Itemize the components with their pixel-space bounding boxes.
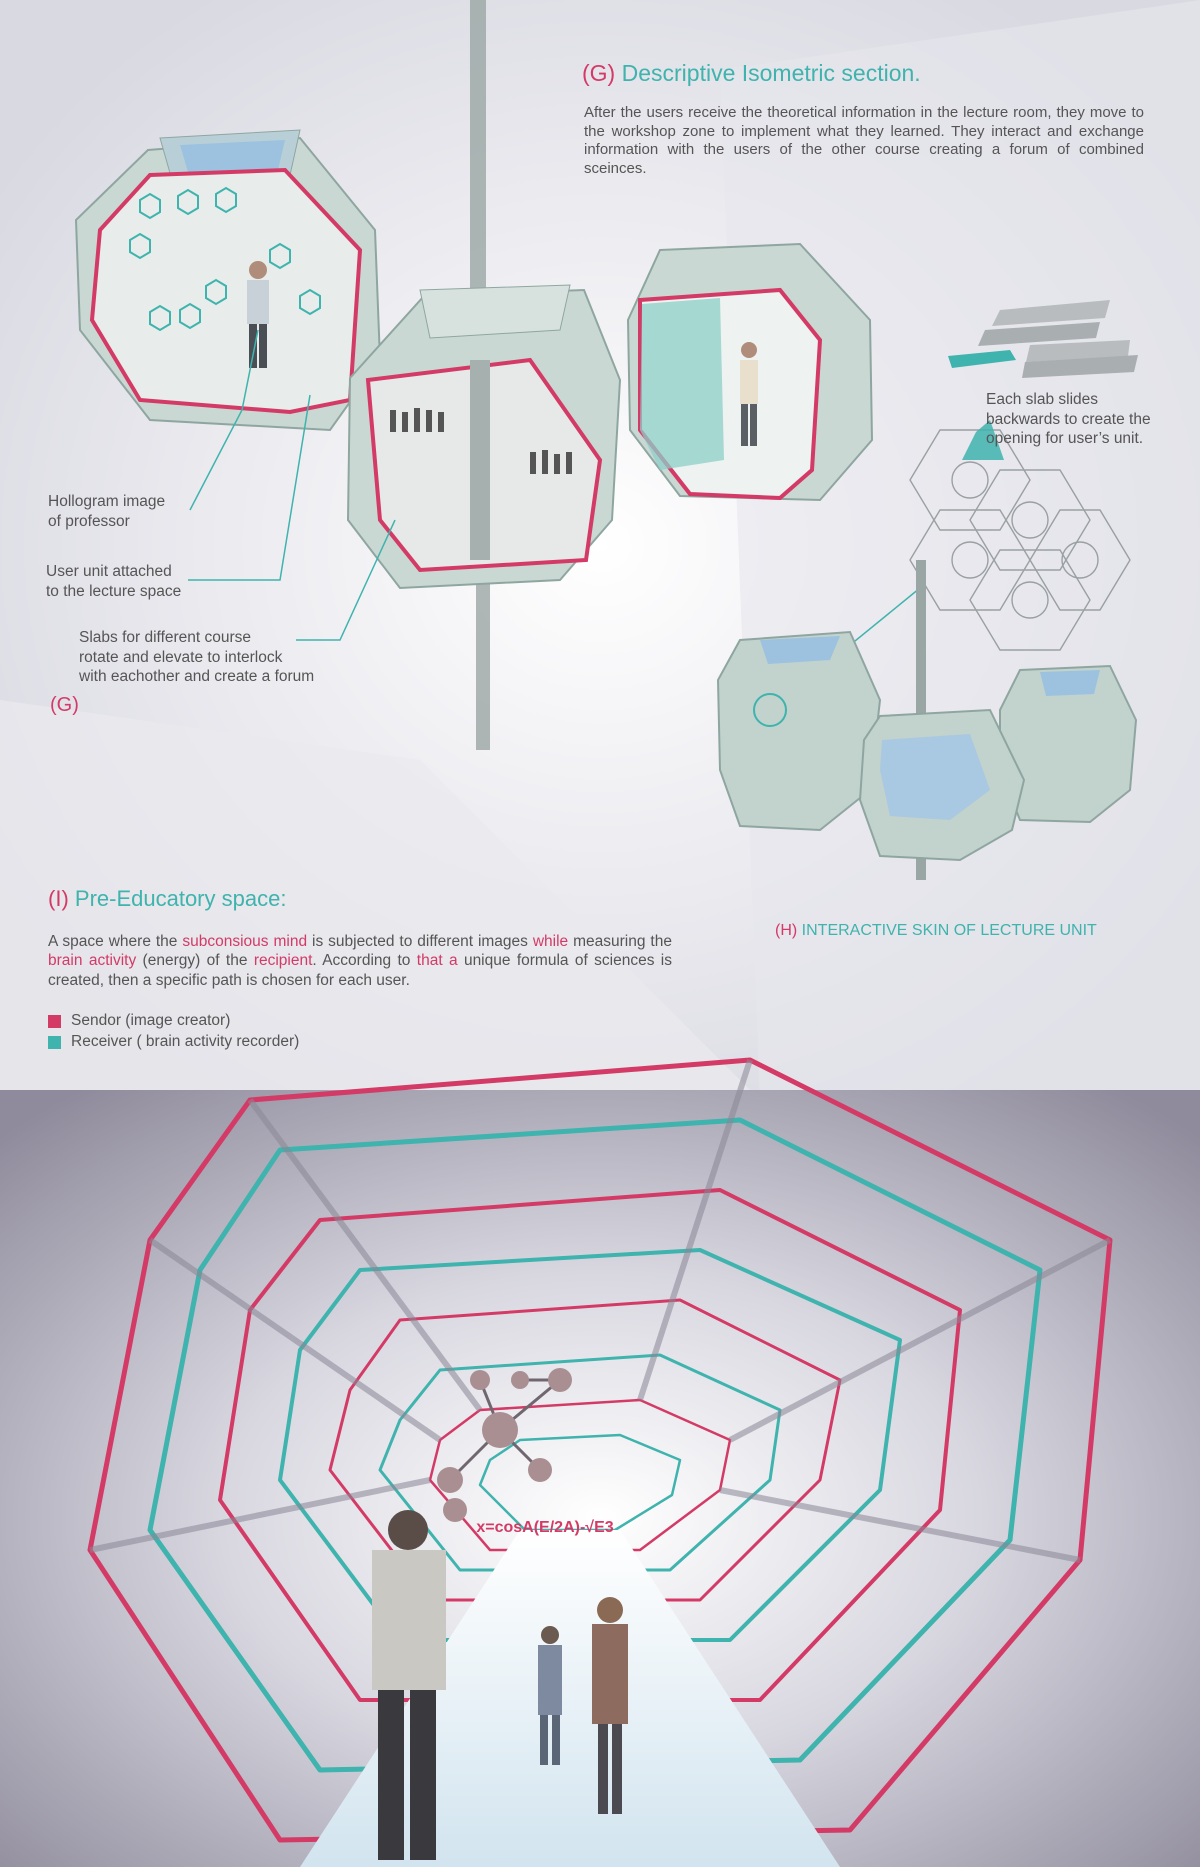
desc-highlight: brain activity: [48, 952, 137, 970]
desc-highlight: while: [532, 933, 569, 950]
slab-note-line3: opening for user’s unit.: [986, 430, 1144, 447]
section-h-title: [775, 922, 1097, 940]
desc-highlight: subconsious mind: [182, 933, 308, 950]
slabs-label-line2: rotate and elevate to interlock: [79, 648, 283, 666]
section-g-title-text: Descriptive Isometric section.: [621, 60, 921, 86]
desc-highlight: recipient: [253, 952, 313, 970]
slab-note-line2: backwards to create the: [986, 410, 1151, 428]
workshop-pod-illustration: [628, 244, 872, 500]
legend-label: Sendor (image creator): [71, 1012, 231, 1029]
section-i-title-text: Pre-Educatory space:: [74, 886, 287, 911]
user-unit-label-line2: to the lecture space: [46, 582, 182, 600]
slab-note-line1: Each slab slides: [986, 391, 1099, 408]
section-i-title: [48, 886, 286, 912]
hologram-label-line1: Hollogram image: [48, 493, 166, 510]
section-i-letter: (I): [48, 886, 69, 911]
desc-text: unique formula of sciences is created, then a specific path is chosen for each user.: [48, 952, 673, 989]
legend-label: Receiver ( brain activity recorder): [71, 1033, 300, 1050]
legend-item-receiver: [48, 1033, 299, 1051]
desc-text: A space where the: [48, 933, 183, 950]
user-unit-label-line1: User unit attached: [46, 563, 172, 580]
tunnel-illustration: [0, 1060, 1200, 1867]
hologram-label: [48, 492, 165, 531]
legend-item-sendor: [48, 1012, 299, 1030]
section-h-title-text: INTERACTIVE SKIN OF LECTURE UNIT: [801, 922, 1097, 939]
section-i-description: [48, 932, 672, 990]
legend: [48, 1012, 299, 1051]
slab-note: [986, 390, 1151, 449]
desc-text: . According to: [312, 952, 417, 970]
legend-swatch-teal: [48, 1036, 61, 1049]
hologram-label-line2: of professor: [48, 512, 130, 530]
section-g-marker: (G): [50, 694, 79, 716]
desc-text: measuring the: [568, 933, 672, 950]
section-g-description: After the users receive the theoretical information in the lecture room, they move to the workshop zone to implement what they learned. They interact and exchange information with the users of the other course creating a forum of combined sceinces.: [584, 104, 1144, 177]
slabs-label-line3: with eachother and create a forum: [79, 668, 315, 685]
desc-highlight: that a: [416, 952, 458, 970]
desc-text: is subjected to different images: [307, 933, 533, 950]
section-h-letter: (H): [775, 922, 798, 939]
desc-text: (energy) of the: [136, 952, 254, 970]
user-unit-label: [46, 562, 181, 601]
legend-swatch-pink: [48, 1015, 61, 1028]
section-g-title: [582, 60, 921, 87]
formula-label: x=cosA(E/2A)-√E3: [476, 1519, 614, 1536]
slabs-label-line1: Slabs for different course: [79, 629, 252, 646]
section-g-letter: (G): [582, 60, 616, 86]
slabs-label: [79, 628, 314, 687]
